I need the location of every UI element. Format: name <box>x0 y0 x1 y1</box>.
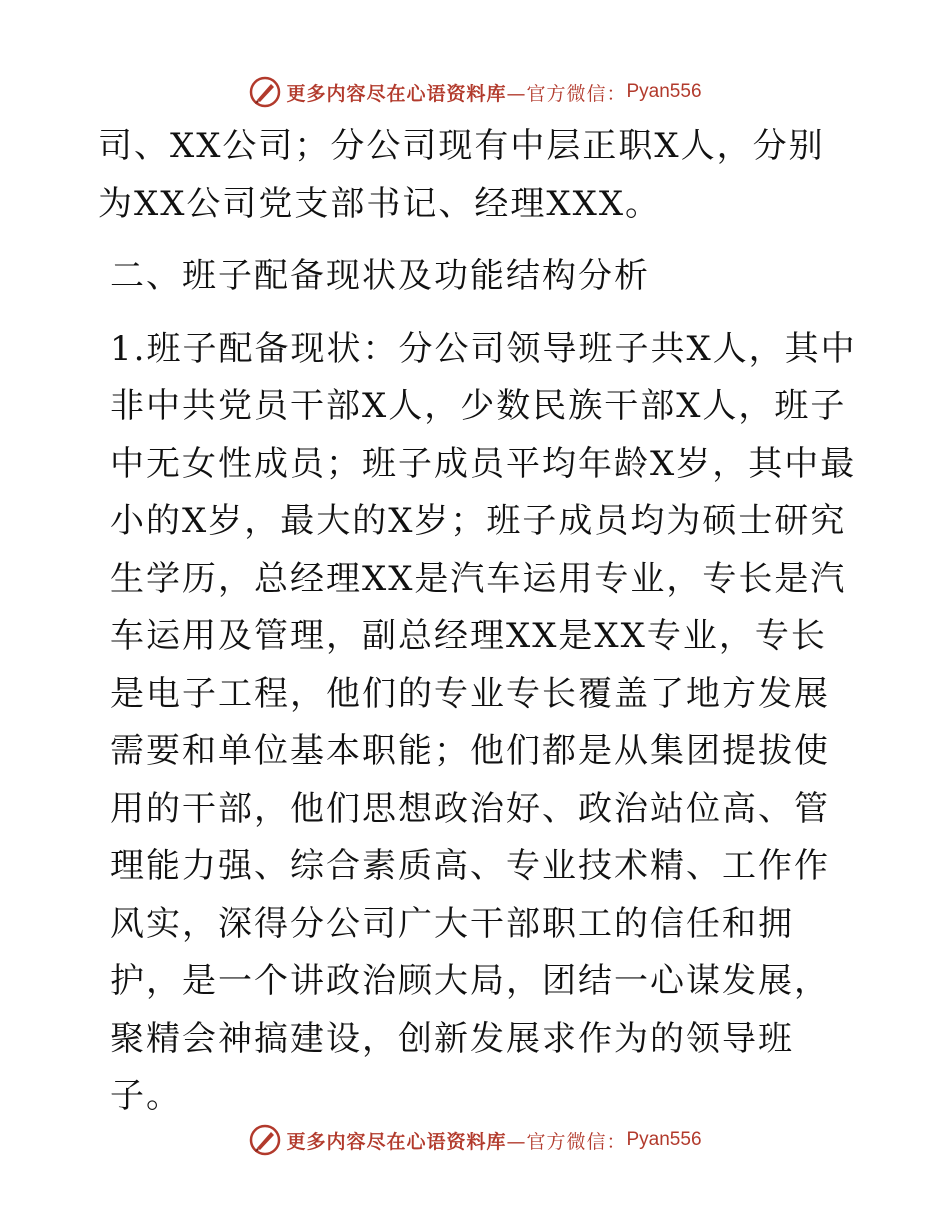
watermark-text: 更多内容尽在心语资料库 <box>286 82 507 105</box>
section-heading: 二、班子配备现状及功能结构分析 <box>110 256 650 296</box>
watermark-dash-text: —官方微信： <box>506 1130 627 1153</box>
body-paragraph: 1.班子配备现状：分公司领导班子共X人，其中非中共党员干部X人，少数民族干部X人，班子中无女性成员；班子成员平均年龄X岁，其中最小的X岁，最大的X岁；班子成员均为硕士研究生学历，总经理XX是汽车运用专业，专长是汽车运用及管理，副总经理XX是XX专业，专长是电子工程，他们的专业专长覆盖了地方发展需要和单位基本职能；他们都是从集团提拔使用的干部，他们思想政治好、政治站位高、管理能力强、综合素质高、专业技术精、工作作风实，深得分公司广大干部职工的信任和拥护，是一个讲政治顾大局，团结一心谋发展，聚精会神搞建设，创新发展求作为的领导班子。 <box>110 328 857 1116</box>
watermark-wechat-id: Pyan556 <box>626 81 702 102</box>
watermark-text: 更多内容尽在心语资料库 <box>286 1130 507 1153</box>
quill-logo-icon <box>248 1123 282 1157</box>
document-body <box>98 118 858 1126</box>
watermark-wechat-id: Pyan556 <box>626 1129 702 1150</box>
quill-logo-icon <box>248 75 282 109</box>
header-watermark <box>0 72 950 112</box>
footer-watermark <box>0 1120 950 1160</box>
carry-over-paragraph: 司、XX公司；分公司现有中层正职X人，分别为XX公司党支部书记、经理XXX。 <box>98 126 825 224</box>
watermark-dash-text: —官方微信： <box>506 82 627 105</box>
